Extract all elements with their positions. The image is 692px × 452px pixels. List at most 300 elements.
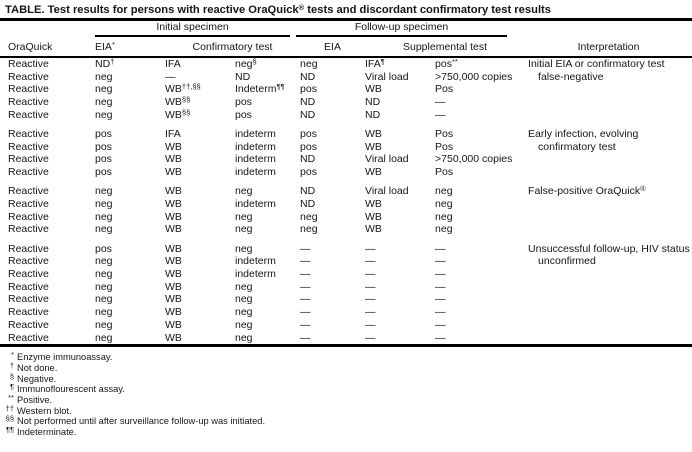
cell-text: indeterm bbox=[235, 166, 276, 179]
col-header-eia-initial bbox=[95, 37, 165, 57]
result-cell bbox=[300, 83, 365, 96]
interpretation-cell bbox=[525, 153, 692, 166]
cell-text: — bbox=[435, 280, 446, 293]
cell-text: confirmatory test bbox=[538, 140, 616, 153]
result-cell bbox=[300, 141, 365, 154]
result-cell bbox=[165, 57, 235, 71]
result-cell bbox=[235, 281, 300, 294]
footnote-marker-asterisk: * bbox=[111, 40, 115, 49]
initial-specimen-header: Initial specimen bbox=[95, 21, 290, 37]
result-cell bbox=[300, 293, 365, 306]
cell-text: — bbox=[435, 318, 446, 331]
cell-text: — bbox=[435, 293, 446, 306]
result-cell bbox=[365, 71, 435, 84]
cell-text: Reactive bbox=[8, 210, 49, 223]
cell-text: ND bbox=[300, 70, 316, 83]
footnote-marker: † bbox=[110, 57, 115, 66]
result-cell bbox=[300, 128, 365, 141]
result-cell bbox=[365, 109, 435, 122]
interpretation-cell bbox=[525, 319, 692, 332]
initial-specimen-group-cell bbox=[95, 21, 300, 37]
cell-text: neg bbox=[95, 96, 113, 109]
cell-text: — bbox=[435, 255, 446, 268]
result-cell bbox=[235, 57, 300, 71]
result-cell bbox=[95, 185, 165, 198]
cell-text: neg bbox=[235, 306, 253, 319]
result-cell bbox=[435, 141, 525, 154]
table-title-text-cont: tests and discordant confirmatory test results bbox=[304, 4, 551, 16]
result-cell bbox=[235, 153, 300, 166]
cell-text: WB bbox=[365, 128, 382, 141]
cell-text: Reactive bbox=[8, 108, 49, 121]
cell-text: — bbox=[300, 280, 311, 293]
result-cell bbox=[165, 153, 235, 166]
result-cell bbox=[165, 109, 235, 122]
cell-text: WB bbox=[365, 140, 382, 153]
result-cell bbox=[300, 332, 365, 345]
result-cell bbox=[435, 223, 525, 236]
followup-specimen-header: Follow-up specimen bbox=[296, 21, 507, 37]
cell-text: neg bbox=[95, 255, 113, 268]
result-cell bbox=[0, 83, 95, 96]
cell-text: unconfirmed bbox=[538, 255, 596, 268]
result-cell bbox=[165, 319, 235, 332]
footnote-marker: ** bbox=[451, 57, 458, 66]
result-cell bbox=[365, 332, 435, 345]
cell-text: neg bbox=[435, 185, 453, 198]
result-cell bbox=[365, 128, 435, 141]
bottom-rule bbox=[0, 344, 692, 347]
specimen-group-header-row bbox=[0, 21, 692, 37]
result-cell bbox=[365, 198, 435, 211]
footnote-marker: § bbox=[252, 57, 257, 66]
result-cell bbox=[165, 306, 235, 319]
result-cell bbox=[365, 57, 435, 71]
cell-text: pos bbox=[95, 128, 112, 141]
cell-text: neg bbox=[435, 210, 453, 223]
cell-text: pos bbox=[95, 242, 112, 255]
cell-text: Reactive bbox=[8, 280, 49, 293]
col-header-supplemental-test: Supplemental test bbox=[365, 37, 525, 57]
result-cell bbox=[435, 319, 525, 332]
result-cell bbox=[0, 166, 95, 179]
cell-text: WB bbox=[365, 223, 382, 236]
cell-text: Unsuccessful follow-up, HIV status bbox=[528, 242, 690, 255]
cell-text: neg bbox=[235, 185, 253, 198]
cell-text: — bbox=[435, 96, 446, 109]
result-cell bbox=[0, 198, 95, 211]
cell-text: IFA bbox=[165, 128, 181, 141]
result-cell bbox=[235, 96, 300, 109]
col-header-interpretation: Interpretation bbox=[525, 37, 692, 57]
cell-text: neg bbox=[95, 280, 113, 293]
col-header-eia-initial-text: EIA bbox=[95, 41, 112, 53]
interpretation-cell bbox=[525, 57, 692, 71]
result-cell bbox=[365, 185, 435, 198]
result-cell bbox=[365, 166, 435, 179]
cell-text: Indeterm bbox=[235, 83, 277, 96]
result-cell bbox=[300, 281, 365, 294]
result-cell bbox=[165, 83, 235, 96]
footnote-text: Positive. bbox=[17, 395, 53, 406]
result-cell bbox=[95, 293, 165, 306]
result-cell bbox=[235, 185, 300, 198]
result-cell bbox=[95, 268, 165, 281]
interpretation-cell bbox=[525, 198, 692, 211]
cell-text: — bbox=[300, 242, 311, 255]
result-cell bbox=[235, 141, 300, 154]
result-cell bbox=[435, 71, 525, 84]
cell-text: neg bbox=[95, 70, 113, 83]
cell-text: — bbox=[300, 306, 311, 319]
cell-text: Viral load bbox=[365, 70, 409, 83]
cell-text: WB bbox=[165, 255, 182, 268]
table-row bbox=[0, 211, 692, 224]
table-row bbox=[0, 83, 692, 96]
result-cell bbox=[235, 223, 300, 236]
cell-text: ND bbox=[235, 70, 251, 83]
table-row bbox=[0, 332, 692, 345]
result-cell bbox=[365, 83, 435, 96]
result-cell bbox=[95, 141, 165, 154]
table-row bbox=[0, 198, 692, 211]
table-row bbox=[0, 223, 692, 236]
cell-text: — bbox=[300, 255, 311, 268]
result-cell bbox=[300, 223, 365, 236]
cell-text: neg bbox=[235, 280, 253, 293]
cell-text: Initial EIA or confirmatory test bbox=[528, 58, 665, 70]
footnote-marker: §§ bbox=[181, 107, 191, 117]
cell-text: Reactive bbox=[8, 166, 49, 179]
table-row bbox=[0, 293, 692, 306]
table-row bbox=[0, 243, 692, 256]
cell-text: neg bbox=[300, 223, 318, 236]
cell-text: False-positive OraQuick bbox=[528, 185, 641, 198]
result-cell bbox=[235, 319, 300, 332]
cell-text: pos bbox=[300, 140, 317, 153]
result-cell bbox=[165, 185, 235, 198]
footnote: ¶ Immunoflourescent assay. bbox=[9, 382, 125, 395]
result-cell bbox=[95, 223, 165, 236]
result-cell bbox=[0, 96, 95, 109]
cell-text: neg bbox=[95, 210, 113, 223]
result-cell bbox=[0, 153, 95, 166]
empty-header-cell bbox=[525, 21, 692, 37]
cell-text: Viral load bbox=[365, 185, 409, 198]
footnote-text: Western blot. bbox=[17, 405, 72, 416]
interpretation-cell bbox=[525, 166, 692, 179]
cell-text: Reactive bbox=[8, 198, 49, 211]
cell-text: neg bbox=[235, 318, 253, 331]
result-cell bbox=[95, 109, 165, 122]
result-cell bbox=[435, 96, 525, 109]
result-cell bbox=[0, 332, 95, 345]
result-cell bbox=[235, 332, 300, 345]
cell-text: WB bbox=[165, 185, 182, 198]
result-cell bbox=[0, 185, 95, 198]
result-cell bbox=[435, 293, 525, 306]
cell-text: neg bbox=[300, 210, 318, 223]
result-cell bbox=[435, 255, 525, 268]
result-cell bbox=[0, 141, 95, 154]
cell-text: WB bbox=[165, 83, 182, 96]
cell-text: indeterm bbox=[235, 268, 276, 281]
col-header-confirmatory-test: Confirmatory test bbox=[165, 37, 300, 57]
result-cell bbox=[435, 198, 525, 211]
interpretation-cell bbox=[525, 71, 692, 84]
result-cell bbox=[300, 109, 365, 122]
cell-text: Reactive bbox=[8, 185, 49, 198]
interpretation-cell bbox=[525, 293, 692, 306]
cell-text: pos bbox=[300, 166, 317, 179]
cell-text: WB bbox=[365, 166, 382, 179]
interpretation-cell bbox=[525, 281, 692, 294]
result-cell bbox=[165, 268, 235, 281]
cell-text: neg bbox=[95, 108, 113, 121]
cell-text: Reactive bbox=[8, 318, 49, 331]
result-cell bbox=[0, 293, 95, 306]
results-table bbox=[0, 21, 692, 344]
cell-text: ND bbox=[300, 96, 316, 109]
interpretation-cell bbox=[525, 109, 692, 122]
result-cell bbox=[435, 83, 525, 96]
interpretation-cell bbox=[525, 255, 692, 268]
result-cell bbox=[365, 293, 435, 306]
result-cell bbox=[95, 153, 165, 166]
result-cell bbox=[300, 319, 365, 332]
result-cell bbox=[0, 109, 95, 122]
result-cell bbox=[300, 185, 365, 198]
cell-text: WB bbox=[165, 140, 182, 153]
interpretation-cell bbox=[525, 243, 692, 256]
result-cell bbox=[235, 198, 300, 211]
table-row bbox=[0, 281, 692, 294]
result-cell bbox=[300, 243, 365, 256]
result-cell bbox=[235, 211, 300, 224]
cell-text: ND bbox=[300, 198, 316, 211]
cell-text: ND bbox=[300, 153, 316, 166]
cell-text: pos bbox=[235, 96, 252, 109]
cell-text: indeterm bbox=[235, 128, 276, 141]
cell-text: neg bbox=[235, 210, 253, 223]
table-row bbox=[0, 255, 692, 268]
result-cell bbox=[165, 211, 235, 224]
result-cell bbox=[165, 332, 235, 345]
cell-text: — bbox=[365, 255, 376, 268]
result-cell bbox=[235, 109, 300, 122]
interpretation-cell bbox=[525, 83, 692, 96]
cell-text: indeterm bbox=[235, 198, 276, 211]
cell-text: WB bbox=[165, 96, 182, 109]
result-cell bbox=[95, 57, 165, 71]
cell-text: — bbox=[365, 242, 376, 255]
cell-text: neg bbox=[435, 223, 453, 236]
result-cell bbox=[365, 223, 435, 236]
footnote-text: Immunoflourescent assay. bbox=[17, 384, 125, 395]
cell-text: Reactive bbox=[8, 140, 49, 153]
result-cell bbox=[0, 243, 95, 256]
footnote-text: Not done. bbox=[17, 362, 58, 373]
cell-text: — bbox=[435, 242, 446, 255]
cell-text: Reactive bbox=[8, 242, 49, 255]
result-cell bbox=[165, 293, 235, 306]
result-cell bbox=[235, 166, 300, 179]
result-cell bbox=[0, 306, 95, 319]
interpretation-cell bbox=[525, 306, 692, 319]
result-cell bbox=[300, 153, 365, 166]
result-cell bbox=[235, 255, 300, 268]
cell-text: neg bbox=[95, 318, 113, 331]
interpretation-cell bbox=[525, 223, 692, 236]
col-header-oraquick: OraQuick bbox=[0, 37, 95, 57]
footnote-text: Not performed until after surveillance follow-up was initiated. bbox=[17, 416, 266, 427]
table-title bbox=[0, 0, 692, 18]
footnote: ¶¶ Indeterminate. bbox=[5, 425, 77, 438]
result-cell bbox=[95, 128, 165, 141]
table-row bbox=[0, 57, 692, 71]
registered-trademark-symbol: ® bbox=[298, 3, 305, 12]
col-header-eia-followup: EIA bbox=[300, 37, 365, 57]
cell-text: WB bbox=[165, 293, 182, 306]
result-cell bbox=[0, 319, 95, 332]
cell-text: — bbox=[435, 331, 446, 344]
result-cell bbox=[300, 306, 365, 319]
cell-text: WB bbox=[165, 210, 182, 223]
cell-text: neg bbox=[95, 331, 113, 344]
result-cell bbox=[300, 96, 365, 109]
result-cell bbox=[300, 211, 365, 224]
cell-text: — bbox=[365, 331, 376, 344]
result-cell bbox=[235, 83, 300, 96]
result-cell bbox=[435, 166, 525, 179]
footnotes bbox=[0, 352, 692, 438]
table-row bbox=[0, 128, 692, 141]
result-cell bbox=[235, 293, 300, 306]
cell-text: WB bbox=[165, 108, 182, 121]
cell-text: — bbox=[365, 280, 376, 293]
cell-text: neg bbox=[95, 268, 113, 281]
cell-text: pos bbox=[300, 128, 317, 141]
result-cell bbox=[435, 281, 525, 294]
interpretation-cell bbox=[525, 128, 692, 141]
cell-text: WB bbox=[365, 83, 382, 96]
table-title-text: TABLE. Test results for persons with reactive OraQuick bbox=[5, 4, 299, 16]
result-cell bbox=[165, 96, 235, 109]
result-cell bbox=[235, 243, 300, 256]
table-row bbox=[0, 306, 692, 319]
cell-text: WB bbox=[365, 198, 382, 211]
result-cell bbox=[95, 166, 165, 179]
result-cell bbox=[435, 109, 525, 122]
result-cell bbox=[365, 319, 435, 332]
result-cell bbox=[95, 332, 165, 345]
result-cell bbox=[95, 255, 165, 268]
footnote-marker: ¶¶ bbox=[276, 82, 285, 92]
cell-text: neg bbox=[235, 293, 253, 306]
cell-text: WB bbox=[165, 306, 182, 319]
cell-text: Reactive bbox=[8, 153, 49, 166]
result-cell bbox=[300, 268, 365, 281]
cell-text: Reactive bbox=[8, 255, 49, 268]
result-cell bbox=[300, 198, 365, 211]
result-cell bbox=[365, 281, 435, 294]
result-cell bbox=[235, 128, 300, 141]
cell-text: pos bbox=[300, 83, 317, 96]
cell-text: neg bbox=[95, 223, 113, 236]
cell-text: pos bbox=[95, 140, 112, 153]
cell-text: WB bbox=[165, 198, 182, 211]
cell-text: WB bbox=[365, 210, 382, 223]
result-cell bbox=[165, 166, 235, 179]
result-cell bbox=[435, 243, 525, 256]
result-cell bbox=[0, 57, 95, 71]
cell-text: neg bbox=[235, 58, 253, 70]
result-cell bbox=[300, 166, 365, 179]
result-cell bbox=[365, 211, 435, 224]
table-header bbox=[0, 21, 692, 57]
cell-text: WB bbox=[165, 268, 182, 281]
cell-text: Reactive bbox=[8, 70, 49, 83]
cell-text: neg bbox=[300, 58, 318, 70]
cell-text: false-negative bbox=[538, 70, 604, 83]
footnote-text: Enzyme immunoassay. bbox=[17, 352, 113, 363]
table-row bbox=[0, 153, 692, 166]
cell-text: neg bbox=[235, 242, 253, 255]
cell-text: — bbox=[435, 268, 446, 281]
cell-text: neg bbox=[235, 331, 253, 344]
result-cell bbox=[95, 96, 165, 109]
cell-text: >750,000 copies bbox=[435, 153, 513, 166]
table-row bbox=[0, 96, 692, 109]
cell-text: WB bbox=[165, 166, 182, 179]
interpretation-cell bbox=[525, 96, 692, 109]
result-cell bbox=[365, 141, 435, 154]
result-cell bbox=[365, 255, 435, 268]
cell-text: indeterm bbox=[235, 255, 276, 268]
cell-text: Reactive bbox=[8, 223, 49, 236]
interpretation-cell bbox=[525, 141, 692, 154]
result-cell bbox=[95, 243, 165, 256]
result-cell bbox=[95, 319, 165, 332]
cell-text: — bbox=[300, 293, 311, 306]
interpretation-cell bbox=[525, 332, 692, 345]
table-row bbox=[0, 319, 692, 332]
result-cell bbox=[95, 83, 165, 96]
result-cell bbox=[435, 268, 525, 281]
cell-text: neg bbox=[95, 185, 113, 198]
cell-text: pos bbox=[435, 58, 452, 70]
cell-text: Early infection, evolving bbox=[528, 128, 639, 141]
footnote-marker: ¶ bbox=[380, 57, 385, 66]
cell-text: indeterm bbox=[235, 153, 276, 166]
result-cell bbox=[95, 281, 165, 294]
cell-text: ND bbox=[95, 58, 111, 70]
column-header-row bbox=[0, 37, 692, 57]
result-cell bbox=[0, 223, 95, 236]
result-cell bbox=[0, 268, 95, 281]
result-cell bbox=[95, 211, 165, 224]
cell-text: pos bbox=[235, 108, 252, 121]
result-cell bbox=[165, 255, 235, 268]
result-cell bbox=[235, 71, 300, 84]
cell-text: Pos bbox=[435, 83, 454, 96]
cell-text: ND bbox=[365, 96, 381, 109]
result-cell bbox=[165, 198, 235, 211]
result-cell bbox=[95, 71, 165, 84]
cell-text: Reactive bbox=[8, 306, 49, 319]
result-cell bbox=[435, 57, 525, 71]
result-cell bbox=[165, 141, 235, 154]
